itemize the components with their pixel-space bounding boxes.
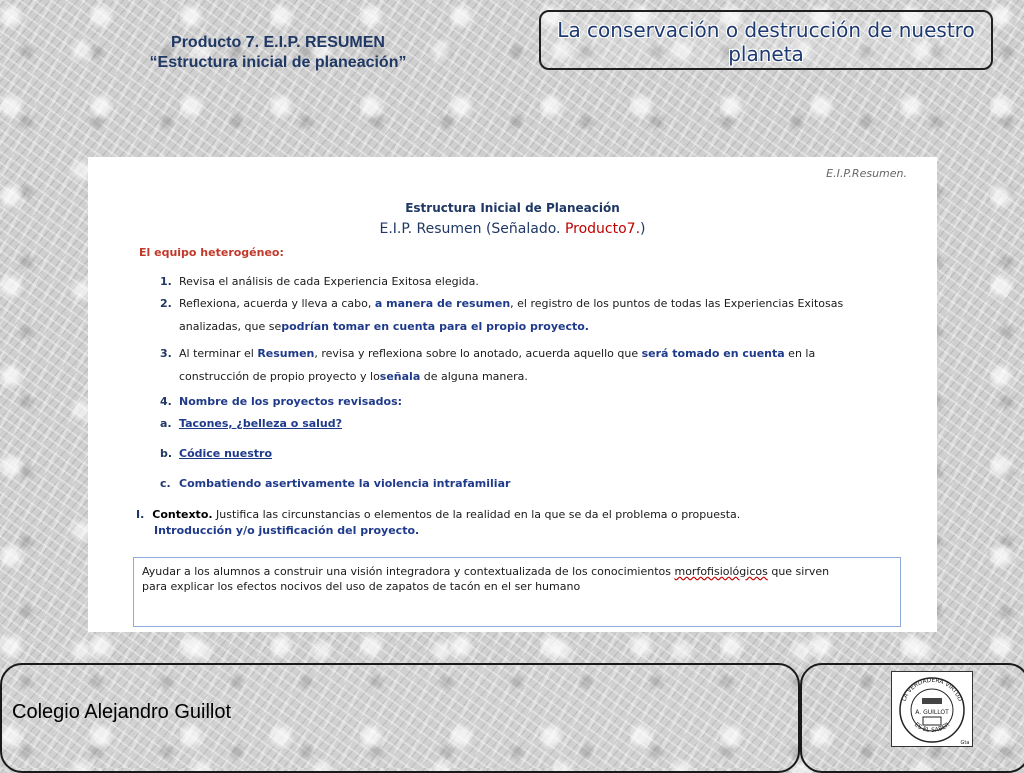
project-link[interactable]: Tacones, ¿belleza o salud? [179,417,343,430]
text-run-emphasis: a manera de resumen [374,297,511,310]
context-label: Contexto. [152,508,213,521]
project-letter: a. [160,417,172,430]
text-run: Reflexiona, acuerda y lleva a cabo, [179,297,375,310]
text-run: analizadas, que se [179,320,282,333]
answer-text: que sirven [767,565,830,578]
document-subtitle [88,221,937,237]
product-heading [120,33,436,73]
list-text: Nombre de los proyectos revisados: [179,395,403,408]
context-line [136,507,740,522]
svg-text:ES EL SABER [913,721,951,734]
context-numeral: I. [136,508,145,521]
product-heading-line2: “Estructura inicial de planeación” [149,54,407,71]
list-number: 2. [160,297,172,310]
answer-textbox[interactable] [133,557,901,627]
seal-center-text: A. GUILLOT [915,709,949,716]
text-run-emphasis: Resumen [257,347,315,360]
school-name: Colegio Alejandro Guillot [12,701,232,723]
school-logo [891,671,973,747]
list-number: 1. [160,275,172,288]
answer-text: para explicar los efectos nocivos del uso de zapatos de tacón en el ser humano [142,580,581,593]
context-text: Justifica las circunstancias o elementos de la realidad en la que se da el problema o propuesta. [212,508,741,521]
project-letter: c. [160,477,171,490]
team-label: El equipo heterogéneo: [139,246,284,259]
text-run-emphasis: será tomado en cuenta [641,347,785,360]
subtitle-prefix: E.I.P. Resumen (Señalado. [379,221,565,237]
text-run-emphasis: podrían tomar en cuenta para el propio proyecto. [281,320,589,333]
document-title: Estructura Inicial de Planeación [405,201,620,215]
subtitle-suffix: ) [640,221,646,237]
project-link[interactable]: Códice nuestro [179,447,272,460]
slide-title-line2: planeta [728,42,804,66]
text-run: Al terminar el [179,347,258,360]
seal-icon [892,672,972,746]
slide-title [539,10,993,70]
document-page-header: E.I.P.Resumen. [826,167,907,180]
text-run: , el registro de los puntos de todas las Experiencias Exitosas [510,297,844,310]
text-run: construcción de propio proyecto y lo [179,370,380,383]
list-number: 4. [160,395,172,408]
text-run-emphasis: señala [379,370,421,383]
spellcheck-word: morfofisiológicos [674,565,768,578]
text-run: en la [784,347,816,360]
document-screenshot [88,157,937,632]
project-text: Combatiendo asertivamente la violencia intrafamiliar [179,477,511,490]
text-run: , revisa y reflexiona sobre lo anotado, acuerda aquello que [314,347,642,360]
list-text [179,346,919,384]
subtitle-product: Producto7. [564,221,641,237]
answer-text: Ayudar a los alumnos a construir una visión integradora y contextualizada de los conocimientos [142,565,675,578]
text-run: de alguna manera. [420,370,528,383]
slide-title-line1: La conservación o destrucción de nuestro [557,18,975,42]
list-text [179,296,919,334]
seal-motto-bottom: ES EL SABER [913,721,951,735]
list-number: 3. [160,347,172,360]
seal-mark: Gta [960,740,970,746]
list-text: Revisa el análisis de cada Experiencia Exitosa elegida. [179,275,479,288]
seal-motto-top: LA VERDADERA VIRTUD [900,676,964,703]
project-letter: b. [160,447,173,460]
intro-label: Introducción y/o justificación del proyecto. [154,524,420,537]
product-heading-line1: Producto 7. E.I.P. RESUMEN [171,34,385,51]
